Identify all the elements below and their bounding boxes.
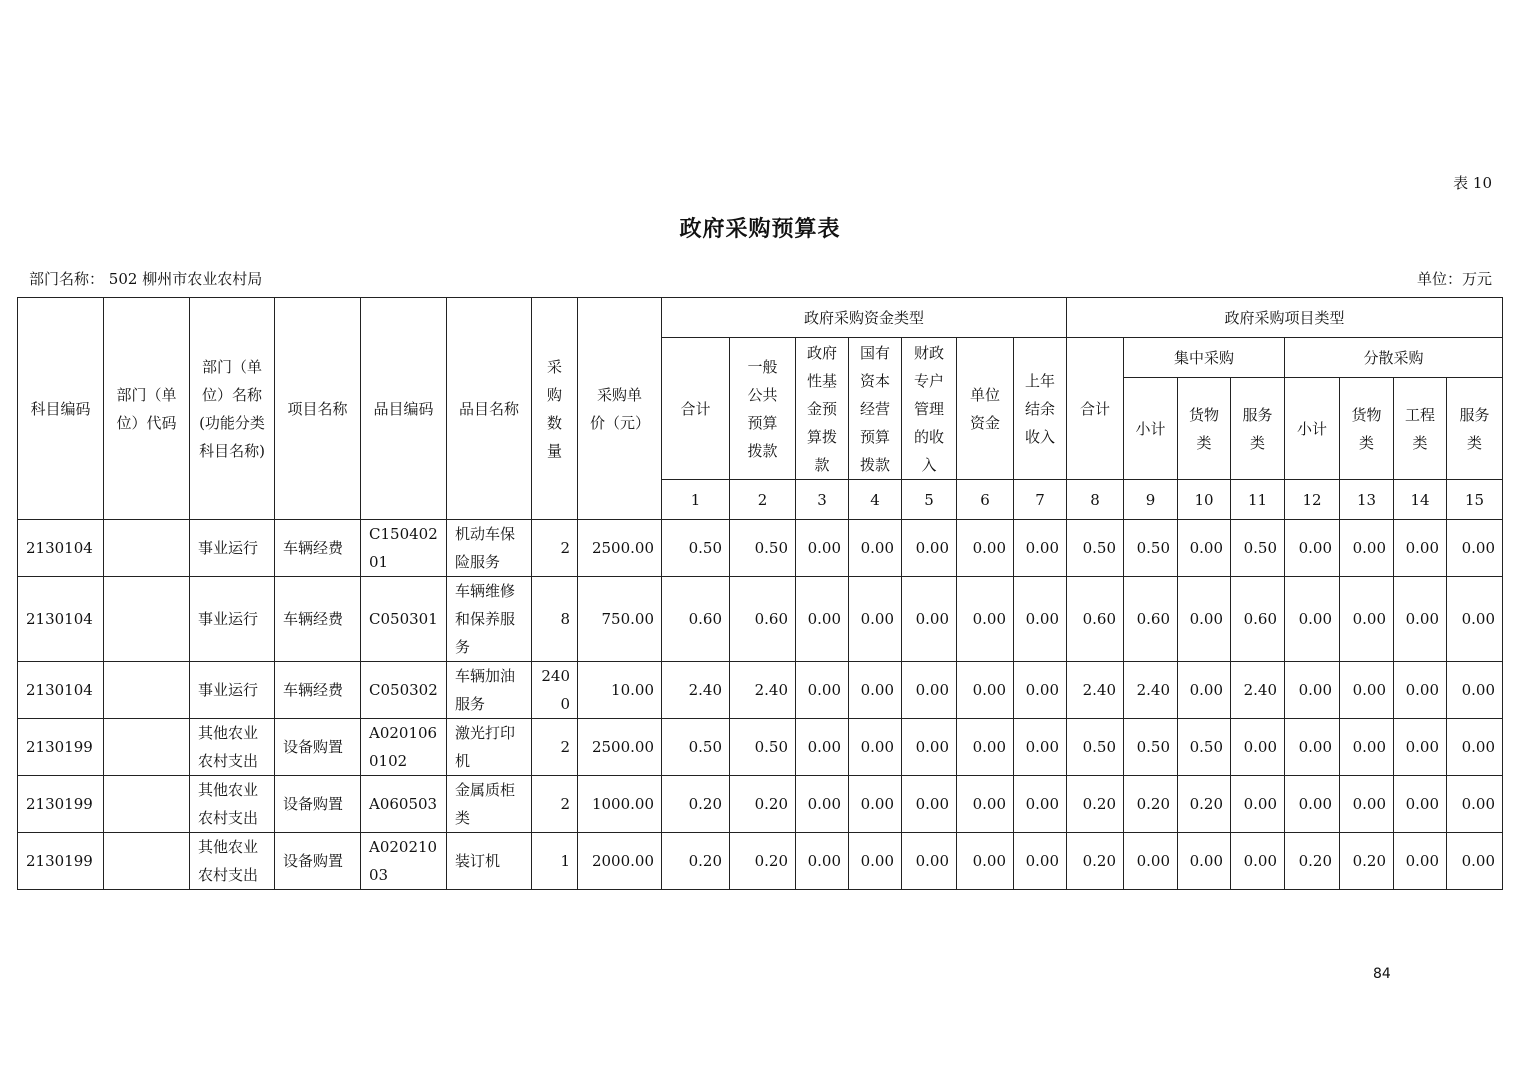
column-number: 2	[730, 480, 796, 520]
header-item-name: 品目名称	[447, 298, 532, 520]
cell-amount-1: 0.50	[662, 719, 730, 776]
column-number: 9	[1124, 480, 1178, 520]
cell-amount-15: 0.00	[1447, 833, 1503, 890]
cell-quantity: 2400	[532, 662, 578, 719]
page-number: 84	[1373, 966, 1391, 982]
cell-amount-5: 0.00	[902, 662, 957, 719]
column-number: 8	[1067, 480, 1124, 520]
cell-amount-7: 0.00	[1014, 662, 1067, 719]
header-project-total: 合计	[1067, 338, 1124, 480]
cell-dept-code	[104, 719, 190, 776]
cell-amount-4: 0.00	[849, 662, 902, 719]
cell-amount-6: 0.00	[957, 719, 1014, 776]
header-quantity: 采购数量	[532, 298, 578, 520]
cell-amount-7: 0.00	[1014, 577, 1067, 662]
header-fund-total: 合计	[662, 338, 730, 480]
column-number: 3	[796, 480, 849, 520]
cell-amount-5: 0.00	[902, 776, 957, 833]
cell-func-name: 其他农业农村支出	[190, 833, 275, 890]
cell-unit-price: 10.00	[578, 662, 662, 719]
header-dept-func-name: 部门（单位）名称(功能分类科目名称)	[190, 298, 275, 520]
cell-unit-price: 2500.00	[578, 520, 662, 577]
table-row	[18, 833, 1503, 890]
cell-dept-code	[104, 520, 190, 577]
cell-amount-4: 0.00	[849, 776, 902, 833]
header-central-group: 集中采购	[1124, 338, 1285, 378]
cell-amount-1: 0.20	[662, 776, 730, 833]
department-label: 部门名称：	[29, 270, 105, 288]
table-row	[18, 776, 1503, 833]
header-dept-code: 部门（单位）代码	[104, 298, 190, 520]
table-row	[18, 520, 1503, 577]
cell-subject-code: 2130104	[18, 577, 104, 662]
header-project-group: 政府采购项目类型	[1067, 298, 1503, 338]
cell-amount-2: 0.50	[730, 719, 796, 776]
cell-amount-13: 0.00	[1340, 577, 1394, 662]
department-name: 502 柳州市农业农村局	[108, 270, 263, 288]
cell-subject-code: 2130199	[18, 776, 104, 833]
cell-amount-4: 0.00	[849, 520, 902, 577]
cell-amount-12: 0.20	[1285, 833, 1340, 890]
cell-amount-6: 0.00	[957, 577, 1014, 662]
cell-amount-8: 0.50	[1067, 520, 1124, 577]
cell-unit-price: 1000.00	[578, 776, 662, 833]
cell-amount-10: 0.20	[1178, 776, 1231, 833]
cell-amount-15: 0.00	[1447, 577, 1503, 662]
cell-amount-6: 0.00	[957, 833, 1014, 890]
cell-amount-14: 0.00	[1394, 577, 1447, 662]
cell-amount-5: 0.00	[902, 833, 957, 890]
cell-amount-12: 0.00	[1285, 520, 1340, 577]
cell-amount-11: 0.00	[1231, 719, 1285, 776]
cell-amount-9: 0.20	[1124, 776, 1178, 833]
cell-amount-12: 0.00	[1285, 719, 1340, 776]
cell-amount-9: 2.40	[1124, 662, 1178, 719]
header-dispersed-works: 工程类	[1394, 378, 1447, 480]
cell-func-name: 其他农业农村支出	[190, 776, 275, 833]
cell-unit-price: 2500.00	[578, 719, 662, 776]
cell-amount-11: 0.00	[1231, 776, 1285, 833]
column-number: 5	[902, 480, 957, 520]
cell-project-name: 设备购置	[275, 833, 361, 890]
unit-label: 单位：万元	[1416, 270, 1492, 288]
cell-amount-6: 0.00	[957, 662, 1014, 719]
cell-dept-code	[104, 776, 190, 833]
cell-item-name: 车辆维修和保养服务	[447, 577, 532, 662]
cell-amount-6: 0.00	[957, 520, 1014, 577]
cell-amount-5: 0.00	[902, 520, 957, 577]
cell-subject-code: 2130104	[18, 520, 104, 577]
header-dispersed-services: 服务类	[1447, 378, 1503, 480]
cell-amount-14: 0.00	[1394, 776, 1447, 833]
cell-amount-3: 0.00	[796, 577, 849, 662]
header-fiscal-special: 财政专户管理的收入	[902, 338, 957, 480]
cell-amount-10: 0.00	[1178, 662, 1231, 719]
cell-amount-4: 0.00	[849, 577, 902, 662]
cell-amount-4: 0.00	[849, 719, 902, 776]
cell-amount-5: 0.00	[902, 577, 957, 662]
procurement-budget-table	[17, 297, 1503, 890]
column-number: 14	[1394, 480, 1447, 520]
cell-amount-10: 0.00	[1178, 833, 1231, 890]
cell-amount-7: 0.00	[1014, 719, 1067, 776]
cell-amount-7: 0.00	[1014, 776, 1067, 833]
cell-dept-code	[104, 833, 190, 890]
cell-amount-11: 0.60	[1231, 577, 1285, 662]
cell-quantity: 1	[532, 833, 578, 890]
cell-amount-2: 0.20	[730, 833, 796, 890]
cell-amount-8: 0.60	[1067, 577, 1124, 662]
column-number: 10	[1178, 480, 1231, 520]
department-line	[29, 268, 262, 289]
cell-item-code: A060503	[361, 776, 447, 833]
cell-amount-3: 0.00	[796, 719, 849, 776]
cell-amount-7: 0.00	[1014, 520, 1067, 577]
header-unit-price: 采购单价（元）	[578, 298, 662, 520]
cell-func-name: 其他农业农村支出	[190, 719, 275, 776]
cell-amount-15: 0.00	[1447, 719, 1503, 776]
cell-amount-13: 0.00	[1340, 662, 1394, 719]
header-item-code: 品目编码	[361, 298, 447, 520]
cell-subject-code: 2130199	[18, 833, 104, 890]
header-unit-funds: 单位资金	[957, 338, 1014, 480]
cell-amount-12: 0.00	[1285, 662, 1340, 719]
header-general-budget: 一般公共预算拨款	[730, 338, 796, 480]
cell-amount-10: 0.00	[1178, 520, 1231, 577]
cell-item-name: 车辆加油服务	[447, 662, 532, 719]
header-central-goods: 货物类	[1178, 378, 1231, 480]
cell-project-name: 车辆经费	[275, 520, 361, 577]
cell-amount-14: 0.00	[1394, 662, 1447, 719]
cell-amount-3: 0.00	[796, 662, 849, 719]
header-central-services: 服务类	[1231, 378, 1285, 480]
table-number: 表 10	[1453, 174, 1492, 192]
cell-amount-11: 0.50	[1231, 520, 1285, 577]
cell-amount-15: 0.00	[1447, 662, 1503, 719]
cell-amount-2: 0.60	[730, 577, 796, 662]
cell-amount-1: 2.40	[662, 662, 730, 719]
cell-subject-code: 2130199	[18, 719, 104, 776]
cell-amount-2: 0.50	[730, 520, 796, 577]
column-number: 13	[1340, 480, 1394, 520]
header-fund-group: 政府采购资金类型	[662, 298, 1067, 338]
header-project-name: 项目名称	[275, 298, 361, 520]
cell-amount-9: 0.00	[1124, 833, 1178, 890]
cell-dept-code	[104, 662, 190, 719]
cell-func-name: 事业运行	[190, 520, 275, 577]
cell-item-name: 装订机	[447, 833, 532, 890]
cell-amount-9: 0.50	[1124, 520, 1178, 577]
cell-subject-code: 2130104	[18, 662, 104, 719]
cell-item-code: C050301	[361, 577, 447, 662]
cell-amount-14: 0.00	[1394, 520, 1447, 577]
cell-amount-8: 2.40	[1067, 662, 1124, 719]
cell-item-code: C050302	[361, 662, 447, 719]
header-gov-fund: 政府性基金预算拨款	[796, 338, 849, 480]
column-number: 7	[1014, 480, 1067, 520]
cell-func-name: 事业运行	[190, 662, 275, 719]
cell-dept-code	[104, 577, 190, 662]
cell-amount-2: 2.40	[730, 662, 796, 719]
column-number: 4	[849, 480, 902, 520]
cell-amount-11: 2.40	[1231, 662, 1285, 719]
column-number: 11	[1231, 480, 1285, 520]
cell-amount-7: 0.00	[1014, 833, 1067, 890]
column-number: 15	[1447, 480, 1503, 520]
cell-amount-15: 0.00	[1447, 776, 1503, 833]
cell-amount-4: 0.00	[849, 833, 902, 890]
cell-amount-13: 0.00	[1340, 719, 1394, 776]
cell-amount-14: 0.00	[1394, 719, 1447, 776]
cell-amount-2: 0.20	[730, 776, 796, 833]
cell-amount-10: 0.50	[1178, 719, 1231, 776]
header-dispersed-group: 分散采购	[1285, 338, 1503, 378]
cell-item-name: 机动车保险服务	[447, 520, 532, 577]
cell-amount-12: 0.00	[1285, 776, 1340, 833]
cell-amount-3: 0.00	[796, 520, 849, 577]
cell-amount-11: 0.00	[1231, 833, 1285, 890]
cell-amount-1: 0.50	[662, 520, 730, 577]
cell-item-code: A02021003	[361, 833, 447, 890]
cell-amount-9: 0.60	[1124, 577, 1178, 662]
cell-amount-13: 0.00	[1340, 520, 1394, 577]
cell-amount-12: 0.00	[1285, 577, 1340, 662]
cell-amount-8: 0.20	[1067, 776, 1124, 833]
cell-item-code: A0201060102	[361, 719, 447, 776]
header-state-capital: 国有资本经营预算拨款	[849, 338, 902, 480]
cell-item-name: 金属质柜类	[447, 776, 532, 833]
cell-project-name: 车辆经费	[275, 662, 361, 719]
cell-amount-15: 0.00	[1447, 520, 1503, 577]
cell-quantity: 2	[532, 719, 578, 776]
cell-quantity: 2	[532, 776, 578, 833]
cell-amount-13: 0.00	[1340, 776, 1394, 833]
cell-func-name: 事业运行	[190, 577, 275, 662]
cell-amount-6: 0.00	[957, 776, 1014, 833]
cell-quantity: 8	[532, 577, 578, 662]
cell-amount-8: 0.50	[1067, 719, 1124, 776]
cell-unit-price: 750.00	[578, 577, 662, 662]
cell-amount-9: 0.50	[1124, 719, 1178, 776]
header-dispersed-goods: 货物类	[1340, 378, 1394, 480]
cell-amount-8: 0.20	[1067, 833, 1124, 890]
header-subject-code: 科目编码	[18, 298, 104, 520]
header-central-subtotal: 小计	[1124, 378, 1178, 480]
cell-project-name: 车辆经费	[275, 577, 361, 662]
header-dispersed-subtotal: 小计	[1285, 378, 1340, 480]
table-row	[18, 662, 1503, 719]
cell-amount-3: 0.00	[796, 776, 849, 833]
cell-amount-14: 0.00	[1394, 833, 1447, 890]
cell-item-name: 激光打印机	[447, 719, 532, 776]
header-prior-balance: 上年结余收入	[1014, 338, 1067, 480]
table-row	[18, 577, 1503, 662]
column-number: 6	[957, 480, 1014, 520]
cell-item-code: C15040201	[361, 520, 447, 577]
cell-amount-3: 0.00	[796, 833, 849, 890]
page-title: 政府采购预算表	[679, 216, 841, 242]
column-number: 12	[1285, 480, 1340, 520]
table-row	[18, 719, 1503, 776]
cell-amount-5: 0.00	[902, 719, 957, 776]
cell-amount-1: 0.60	[662, 577, 730, 662]
column-number: 1	[662, 480, 730, 520]
cell-amount-1: 0.20	[662, 833, 730, 890]
cell-project-name: 设备购置	[275, 719, 361, 776]
cell-amount-13: 0.20	[1340, 833, 1394, 890]
cell-unit-price: 2000.00	[578, 833, 662, 890]
cell-quantity: 2	[532, 520, 578, 577]
cell-project-name: 设备购置	[275, 776, 361, 833]
cell-amount-10: 0.00	[1178, 577, 1231, 662]
